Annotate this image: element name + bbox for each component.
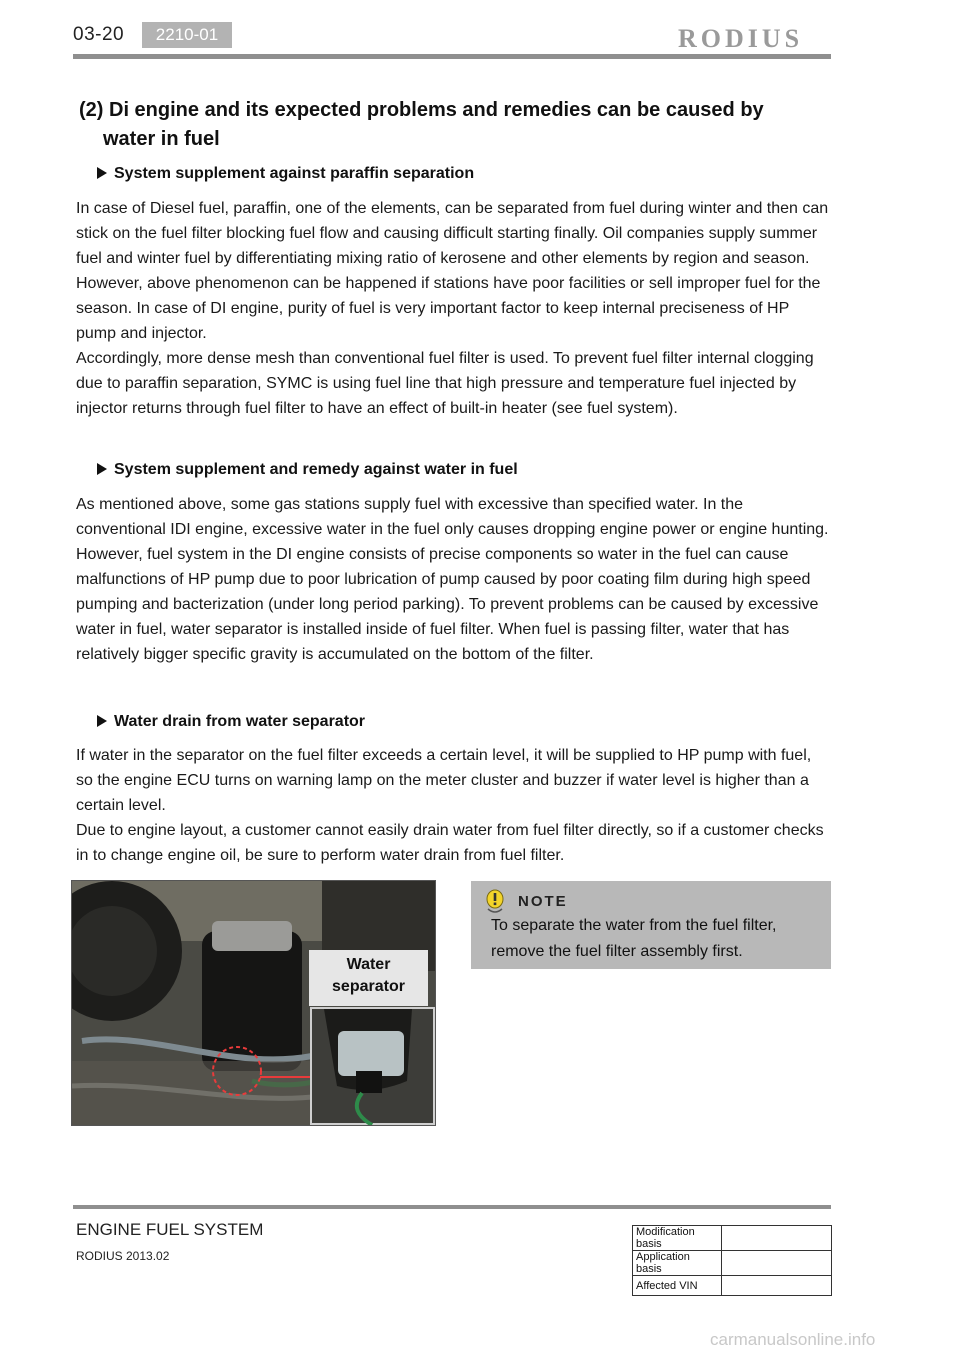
note-warning-icon bbox=[484, 889, 510, 915]
table-row bbox=[633, 1251, 832, 1276]
subheading-water-in-fuel: System supplement and remedy against water in fuel bbox=[97, 461, 518, 479]
table-row bbox=[633, 1226, 832, 1251]
table-row bbox=[633, 1276, 832, 1296]
brand-logo: RODIUS bbox=[678, 24, 804, 53]
paragraph: Accordingly, more dense mesh than conventional fuel filter is used. To prevent fuel filter internal clogging due to paraffin separation, SYMC is using fuel line that high pressure and temperature fuel injected by injector returns through fuel filter to have an effect of built-in heater (see fuel system). bbox=[76, 350, 814, 417]
paragraph-water-drain bbox=[76, 743, 832, 868]
page-number: 03-20 bbox=[73, 24, 125, 45]
paragraph: If water in the separator on the fuel filter exceeds a certain level, it will be supplied to HP pump with fuel, so the engine ECU turns on warning lamp on the meter cluster and buzzer if water level is higher than a certain level. bbox=[76, 747, 812, 814]
note-line-2: remove the fuel filter assembly first. bbox=[491, 943, 743, 960]
subheading-water-drain: Water drain from water separator bbox=[97, 713, 365, 731]
paragraph: Due to engine layout, a customer cannot easily drain water from fuel filter directly, so if a customer checks in to change engine oil, be sure to perform water drain from fuel filter. bbox=[76, 822, 824, 864]
paragraph-water-in-fuel bbox=[76, 492, 832, 667]
triangle-bullet-icon bbox=[97, 463, 107, 475]
footer-model-date: RODIUS 2013.02 bbox=[76, 1249, 170, 1263]
paragraph: As mentioned above, some gas stations supply fuel with excessive than specified water. In the conventional IDI engine, excessive water in the fuel only causes dropping engine power or engine hunting. However, fuel system in the DI engine consists of precise components so water in the fuel can cause malfunctions of HP pump due to poor lubrication of pump caused by poor coating film during high speed pumping and bacterization (under long period parking). To prevent problems can be caused by excessive water in fuel, water separator is installed inside of fuel filter. When fuel is passing filter, water that has relatively bigger specific gravity is accumulated on the bottom of the filter. bbox=[76, 496, 829, 663]
callout-line-1: Water bbox=[346, 956, 391, 973]
paragraph: In case of Diesel fuel, paraffin, one of the elements, can be separated from fuel during winter and then can stick on the fuel filter blocking fuel flow and causing difficult starting finally. Oil companies supply summer fuel and winter fuel by differentiating mixing ratio of kerosene and other elements by region and season. However, above phenomenon can be happened if stations have poor facilities or sell improper fuel for the season. In case of DI engine, purity of fuel is very important factor to keep internal preciseness of HP pump and injector. bbox=[76, 200, 829, 342]
table-cell-value bbox=[722, 1226, 832, 1251]
header-divider bbox=[73, 54, 831, 59]
triangle-bullet-icon bbox=[97, 715, 107, 727]
table-cell-label: Application basis bbox=[633, 1251, 722, 1276]
triangle-bullet-icon bbox=[97, 167, 107, 179]
note-text bbox=[491, 913, 821, 965]
title-line-1: (2) Di engine and its expected problems and remedies can be caused by bbox=[79, 99, 764, 121]
callout-line-2: separator bbox=[332, 978, 405, 995]
page-title bbox=[79, 96, 799, 154]
footer-divider bbox=[73, 1205, 831, 1209]
table-cell-value bbox=[722, 1251, 832, 1276]
table-cell-label: Affected VIN bbox=[633, 1276, 722, 1296]
note-line-1: To separate the water from the fuel filter, bbox=[491, 917, 777, 934]
paragraph-paraffin bbox=[76, 196, 832, 421]
table-cell-label: Modification basis bbox=[633, 1226, 722, 1251]
footer-system-title: ENGINE FUEL SYSTEM bbox=[76, 1220, 264, 1239]
modification-table bbox=[632, 1225, 832, 1296]
section-code-badge: 2210-01 bbox=[142, 22, 232, 48]
water-separator-callout bbox=[309, 950, 428, 1006]
watermark: carmanualsonline.info bbox=[710, 1330, 876, 1349]
title-line-2: water in fuel bbox=[103, 128, 220, 150]
table-cell-value bbox=[722, 1276, 832, 1296]
subheading-paraffin: System supplement against paraffin separation bbox=[97, 165, 474, 183]
note-label: NOTE bbox=[518, 893, 568, 910]
